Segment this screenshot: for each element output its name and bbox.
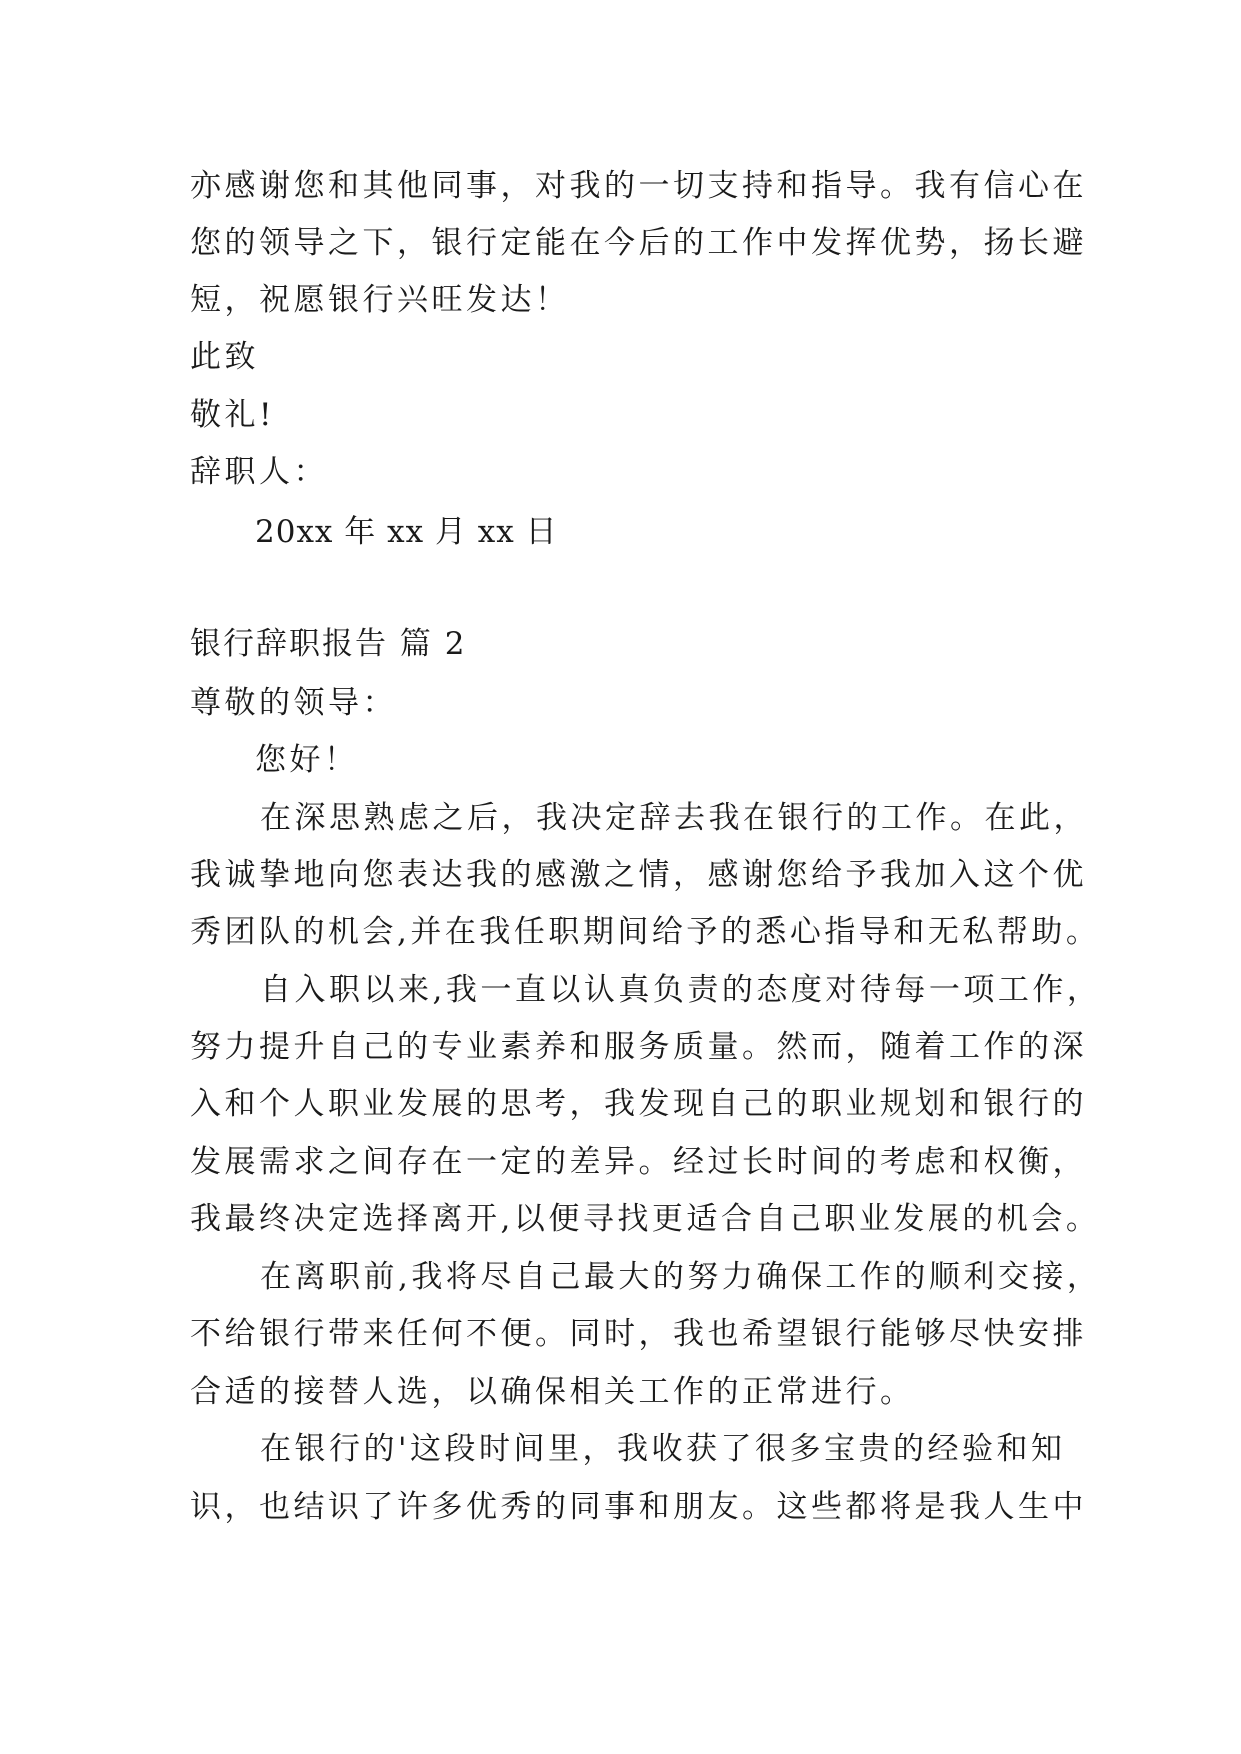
signature-label: 辞职人： xyxy=(190,454,328,490)
paragraph-line: 发展需求之间存在一定的差异。经过长时间的考虑和权衡， xyxy=(190,1144,1087,1180)
paragraph-line: 在银行的'这段时间里，我收获了很多宝贵的经验和知 xyxy=(260,1431,1066,1467)
closing-respect: 敬礼! xyxy=(190,397,275,433)
section-title: 银行辞职报告 篇 2 xyxy=(190,626,467,662)
paragraph-line: 不给银行带来任何不便。同时，我也希望银行能够尽快安排 xyxy=(190,1316,1087,1352)
text-line: 亦感谢您和其他同事，对我的一切支持和指导。我有信心在 xyxy=(190,168,1087,204)
paragraph-line: 秀团队的机会,并在我任职期间给予的悉心指导和无私帮助。 xyxy=(190,914,1101,950)
hello-line: 您好！ xyxy=(255,742,359,778)
paragraph-line: 在离职前,我将尽自己最大的努力确保工作的顺利交接， xyxy=(260,1259,1102,1295)
text-line: 短，祝愿银行兴旺发达！ xyxy=(190,282,570,318)
paragraph-line: 合适的接替人选，以确保相关工作的正常进行。 xyxy=(190,1374,915,1410)
paragraph-line: 在深思熟虑之后，我决定辞去我在银行的工作。在此， xyxy=(260,800,1088,836)
text-line: 您的领导之下，银行定能在今后的工作中发挥优势，扬长避 xyxy=(190,225,1087,261)
paragraph-line: 入和个人职业发展的思考，我发现自己的职业规划和银行的 xyxy=(190,1086,1087,1122)
document-date: 20xx 年 xx 月 xx 日 xyxy=(255,514,558,550)
paragraph-line: 自入职以来,我一直以认真负责的态度对待每一项工作， xyxy=(260,972,1102,1008)
paragraph-line: 我诚挚地向您表达我的感激之情，感谢您给予我加入这个优 xyxy=(190,857,1087,893)
closing-salutation: 此致 xyxy=(190,339,259,375)
greeting: 尊敬的领导： xyxy=(190,685,397,721)
paragraph-line: 识，也结识了许多优秀的同事和朋友。这些都将是我人生中 xyxy=(190,1489,1087,1525)
paragraph-line: 我最终决定选择离开,以便寻找更适合自己职业发展的机会。 xyxy=(190,1201,1101,1237)
paragraph-line: 努力提升自己的专业素养和服务质量。然而，随着工作的深 xyxy=(190,1029,1087,1065)
